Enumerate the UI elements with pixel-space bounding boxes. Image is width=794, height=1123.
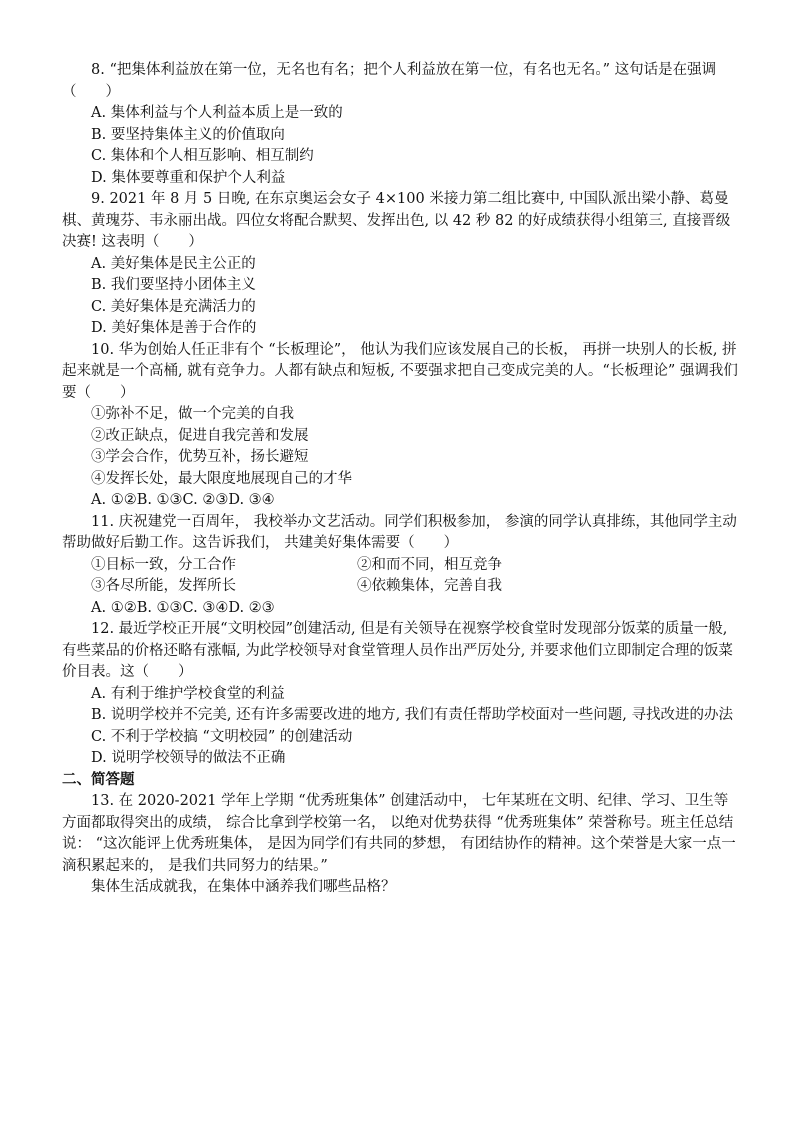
question-11 (62, 512, 738, 620)
statement-3: ③学会合作，优势互补，扬长避短 (91, 449, 309, 465)
statement-row (62, 555, 738, 577)
question-prompt: 集体生活成就我，在集体中涵养我们哪些品格？ (91, 879, 396, 895)
option-b: B. 说明学校并不完美, 还有许多需要改进的地方, 我们有责任帮助学校面对一些问题, 寻找改进的办法 (91, 707, 734, 723)
statement-2: ②和而不同，相互竞争 (357, 556, 502, 573)
option-c: C. 美好集体是充满活力的 (91, 298, 256, 315)
question-stem: 10. 华为创始人任正非有个 “长板理论”， 他认为我们应该发展自己的长板， 再拼一块别人的长板, 拼起来就是一个高桶, 就有竞争力。人都有缺点和短板, 不要强求把自己变成完美的人。“长板理论” 强调我们要（ ） (62, 341, 738, 401)
answer-choices: A. ①②B. ①③C. ②③D. ③④ (91, 492, 275, 508)
question-10 (62, 340, 738, 512)
answer-choices: A. ①②B. ①③C. ③④D. ②③ (91, 599, 275, 616)
statement-1: ①弥补不足，做一个完美的自我 (91, 406, 294, 422)
option-b: B. 要坚持集体主义的价值取向 (91, 126, 285, 143)
question-material: 13. 在 2020-2021 学年上学期 “优秀班集体” 创建活动中， 七年某班在文明、纪律、学习、卫生等方面都取得突出的成绩， 综合比拿到学校第一名， 以绝对优势获得 “优秀班集体” 荣誉称号。班主任总结说： “这次能评上优秀班集体， 是因为同学们有共同的梦想， 有团结协作的精神。这个荣誉是大家一点一滴积累起来的， 是我们共同努力的结果。” (62, 793, 736, 874)
question-stem: 12. 最近学校正开展“文明校园”创建活动, 但是有关领导在视察学校食堂时发现部分饭菜的质量一般, 有些菜品的价格还略有涨幅, 为此学校领导对食堂管理人员作出严厉处分, 并要求他们立即制定合理的饭菜价目表。这（ ） (62, 621, 733, 680)
option-a: A. 有利于维护学校食堂的利益 (91, 685, 285, 702)
exam-content (62, 60, 738, 899)
question-8 (62, 60, 738, 189)
option-a: A. 美好集体是民主公正的 (91, 255, 256, 272)
option-a: A. 集体利益与个人利益本质上是一致的 (91, 105, 343, 121)
question-stem: 11. 庆祝建党一百周年， 我校举办文艺活动。同学们积极参加， 参演的同学认真排练，其他同学主动帮助做好后勤工作。这告诉我们， 共建美好集体需要（ ） (62, 513, 737, 551)
question-stem: 9. 2021 年 8 月 5 日晚, 在东京奥运会女子 4×100 米接力第二组比赛中, 中国队派出梁小静、葛曼棋、黄瑰芬、韦永丽出战。四位女将配合默契、发挥出色, 以 42 秒 82 的好成绩获得小组第三, 直接晋级决赛! 这表明（ ） (62, 191, 731, 250)
statement-3: ③各尽所能，发挥所长 (91, 578, 236, 594)
option-c: C. 不利于学校搞 “文明校园” 的创建活动 (91, 728, 353, 745)
question-9 (62, 189, 738, 340)
section-title: 二、简答题 (62, 771, 135, 788)
option-b: B. 我们要坚持小团体主义 (91, 277, 256, 293)
statement-4: ④依赖集体，完善自我 (357, 578, 502, 594)
option-d: D. 美好集体是善于合作的 (91, 320, 257, 336)
option-d: D. 集体要尊重和保护个人利益 (91, 169, 286, 186)
option-c: C. 集体和个人相互影响、相互制约 (91, 148, 314, 164)
statement-4: ④发挥长处，最大限度地展现自己的才华 (91, 470, 352, 487)
question-stem: 8. “把集体利益放在第一位，无名也有名；把个人利益放在第一位，有名也无名。” 这句话是在强调（ ） (62, 62, 717, 100)
statement-row (62, 576, 738, 598)
question-12 (62, 619, 738, 770)
question-13 (62, 791, 738, 899)
statement-1: ①目标一致，分工合作 (91, 556, 236, 573)
option-d: D. 说明学校领导的做法不正确 (91, 750, 286, 766)
statement-2: ②改正缺点，促进自我完善和发展 (91, 427, 309, 444)
